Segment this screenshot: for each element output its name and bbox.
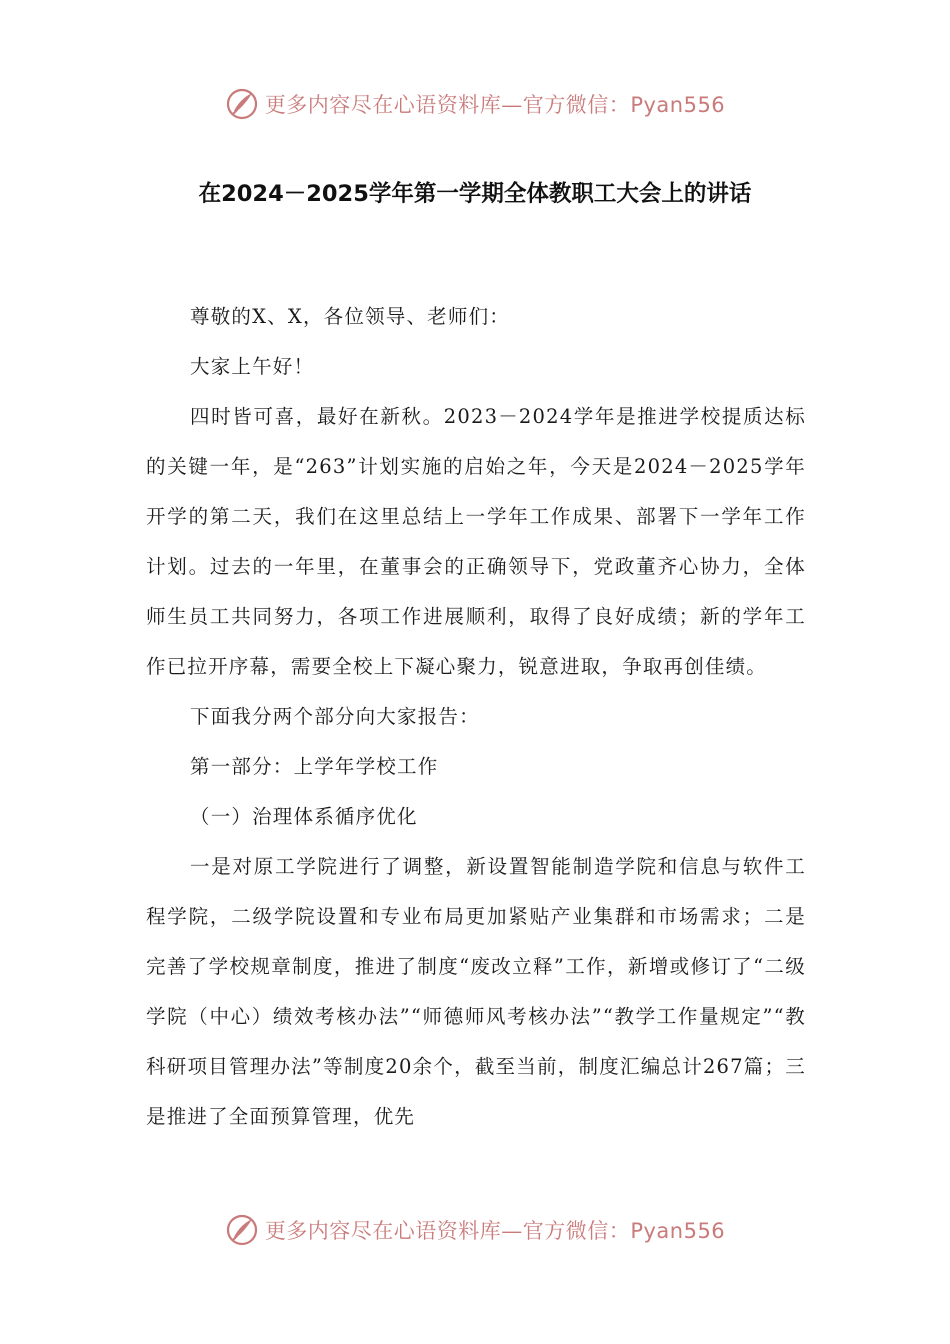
wechat-id: Pyan556 (630, 93, 726, 117)
section-heading: （一）治理体系循序优化 (190, 805, 418, 828)
paragraph: 下面我分两个部分向大家报告： (190, 705, 480, 728)
wechat-id: Pyan556 (630, 1219, 726, 1243)
salutation: 尊敬的X、X，各位领导、老师们： (190, 305, 510, 328)
watermark-text: 更多内容尽在心语资料库—官方微信：Pyan556 (264, 1219, 726, 1243)
watermark-text: 更多内容尽在心语资料库—官方微信：Pyan556 (264, 93, 726, 117)
paragraph: 四时皆可喜，最好在新秋。2023－2024学年是推进学校提质达标的关键一年，是“263”计划实施的启始之年，今天是2024－2025学年开学的第二天，我们在这里总结上一学年工作成果、部署下一学年工作计划。过去的一年里，在董事会的正确领导下，党政董齐心协力，全体师生员工共同努力，各项工作进展顺利，取得了良好成绩；新的学年工作已拉开序幕，需要全校上下凝心聚力，锐意进取，争取再创佳绩。 (146, 405, 806, 678)
watermark-header (0, 84, 950, 124)
quill-logo-icon (225, 1213, 259, 1247)
document-title: 在2024－2025学年第一学期全体教职工大会上的讲话 (198, 181, 752, 207)
paragraph: 一是对原工学院进行了调整，新设置智能制造学院和信息与软件工程学院，二级学院设置和专业布局更加紧贴产业集群和市场需求；二是完善了学校规章制度，推进了制度“废改立释”工作，新增或修订了“二级学院（中心）绩效考核办法”“师德师风考核办法”“教学工作量规定”“教科研项目管理办法”等制度20余个，截至当前，制度汇编总计267篇；三是推进了全面预算管理，优先 (146, 855, 806, 1128)
quill-logo-icon (225, 87, 259, 121)
part-heading: 第一部分：上学年学校工作 (190, 755, 439, 778)
greeting: 大家上午好！ (190, 355, 315, 378)
watermark-footer (0, 1210, 950, 1250)
document-body (146, 292, 806, 1142)
